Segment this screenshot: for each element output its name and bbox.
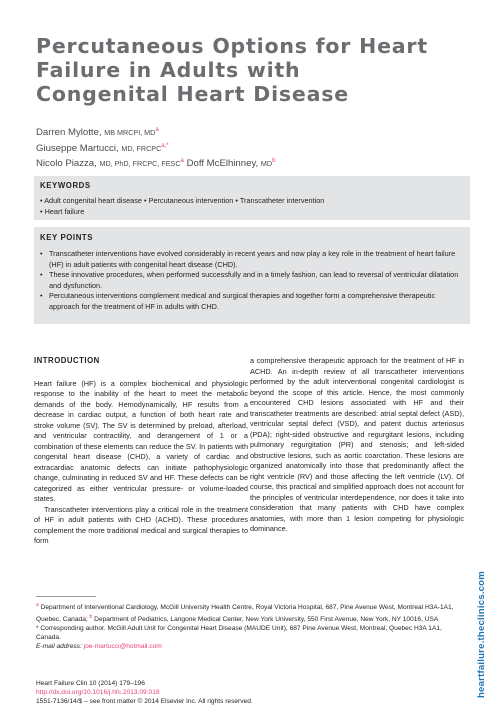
article-title <box>36 34 456 106</box>
key-points-box <box>34 227 470 324</box>
keywords-list <box>40 195 466 217</box>
keywords-heading: KEYWORDS <box>40 181 91 190</box>
body-column-left <box>34 356 248 547</box>
body-paragraph: Heart failure (HF) is a complex biochemical and physiologic response to the inability of the heart to meet the metabolic demands of the body. Hemodynamically, HF results from a decrease in cardiac output, a function of both heart rate and stroke volume (SV). The SV is determined by preload, afterload, and ventricular contractility, and derangement of 1 or a combination of these elements can reduce the SV. In patients with congenital heart disease (CHD), a variety of cardiac and extracardiac anatomic defects can initiate pathophysiologic change, culminating in reduced SV and HF. These defects can be categorized as either ventricular pressure- or volume-loaded states. <box>34 378 248 503</box>
title-line: Congenital Heart Disease <box>36 82 349 106</box>
author-list <box>36 124 456 171</box>
key-point: • These innovative procedures, when performed successfully and in a timely fashion, can lead to reversal of ventricular dilatation and dysfunction. <box>40 270 466 291</box>
affiliation-a: Department of Interventional Cardiology, McGill University Health Centre, Royal Victoria Hospital, 687, Pine Avenue West, Montreal H3A-1A1, Quebec, Canada; <box>36 604 454 624</box>
body-column-right <box>250 356 464 535</box>
key-points-heading: KEY POINTS <box>40 233 94 242</box>
keyword: Transcatheter intervention <box>239 196 325 205</box>
section-heading: INTRODUCTION <box>34 356 100 365</box>
doi-link[interactable]: http://dx.doi.org/10.1016/j.hfc.2013.09.018 <box>36 688 160 696</box>
body-paragraph: a comprehensive therapeutic approach for the treatment of HF in ACHD. An in-depth review of all transcatheter interventions performed by the adult interventional congenital cardiologist is beyond the scope of this article. Hence, the most commonly encountered CHD lesions associated with HF and their transcatheter treatments are described: atrial septal defect (ASD), ventricular septal defect (VSD), and patent ductus arteriosus (PDA); right-sided obstructive and regurgitant lesions, including pulmonary regurgitation (PR) and stenosis; and left-sided obstructive lesions, such as aortic coarctation. These lesions are organized anatomically into those that predominantly affect the right ventricle (RV) and those affecting the left ventricle (LV). Of course, this practical and simplified approach does not account for the principles of ventricular interdependence, nor does it take into consideration that many patients with CHD have complex anatomies, with more than 1 lesion competing for physiologic dominance. <box>250 356 464 533</box>
author: Nicolo Piazza, MD, PhD, FRCPC, FESC$^a$ Doff McElhinney, $MD^b$ <box>36 158 276 170</box>
email-label: E-mail address: <box>36 642 82 650</box>
copyright: 1551-7136/14/$ – see front matter © 2014 Elsevier Inc. All rights reserved. <box>36 697 253 705</box>
citation <box>36 680 436 706</box>
author: Giuseppe Martucci, MD, $FRCPC^{a,*}$ <box>36 142 169 154</box>
footnotes: $^a$ Department of Interventional Cardiology, McGill University Health Centre, Royal Victoria Hospital, 687, Pine Avenue West, Montreal H3A-1A1, Quebec, Canada; $^b$ Department of Pediatrics, Langone Medical Center, New York University, 550 First Avenue, New York, NY 10016, USA * Corresponding author. McGill Adult Unit for Congenital Heart Disease (MAUDE Unit), 687 Pine Avenue West, Montreal, Quebec H3A 1A1, Canada. E-mail address: joe-martucci@hotmail.com <box>36 602 454 650</box>
journal-citation: Heart Failure Clin 10 (2014) 179–196 <box>36 680 145 687</box>
key-point: • Percutaneous interventions complement medical and surgical therapies and together form a comprehensive therapeutic approach for the treatment of HF in adults with CHD. <box>40 291 466 312</box>
email-link[interactable]: joe-martucci@hotmail.com <box>83 642 162 650</box>
keyword: Heart failure <box>44 207 85 216</box>
body-paragraph: Transcatheter interventions play a critical role in the treatment of HF in adult patients with CHD (ACHD). These procedures complement the more traditional medical and surgical therapies to form <box>34 504 248 545</box>
journal-url-link[interactable]: heartfailure.theclinics.com <box>476 571 487 698</box>
keyword: Percutaneous intervention <box>148 196 234 205</box>
keyword: Adult congenital heart disease <box>44 196 142 205</box>
corresponding-author: * Corresponding author. McGill Adult Unit for Congenital Heart Disease (MAUDE Unit), 687 Pine Avenue West, Montreal, Quebec H3A 1A1, Canada. <box>36 624 442 641</box>
author: Darren Mylotte, MB MRCPI, $MD^a$ <box>36 127 159 139</box>
key-points-list <box>40 249 466 312</box>
keywords-box <box>34 176 470 220</box>
footnote-divider <box>36 596 96 597</box>
affiliation-b: Department of Pediatrics, Langone Medical Center, New York University, 550 First Avenue, New York, NY 10016, USA <box>94 616 439 624</box>
title-line: Failure in Adults with <box>36 58 301 82</box>
title-line: Percutaneous Options for Heart <box>36 34 428 58</box>
key-point: • Transcatheter interventions have evolved considerably in recent years and now play a key role in the treatment of heart failure (HF) in adult patients with congenital heart disease (CHD). <box>40 249 466 270</box>
